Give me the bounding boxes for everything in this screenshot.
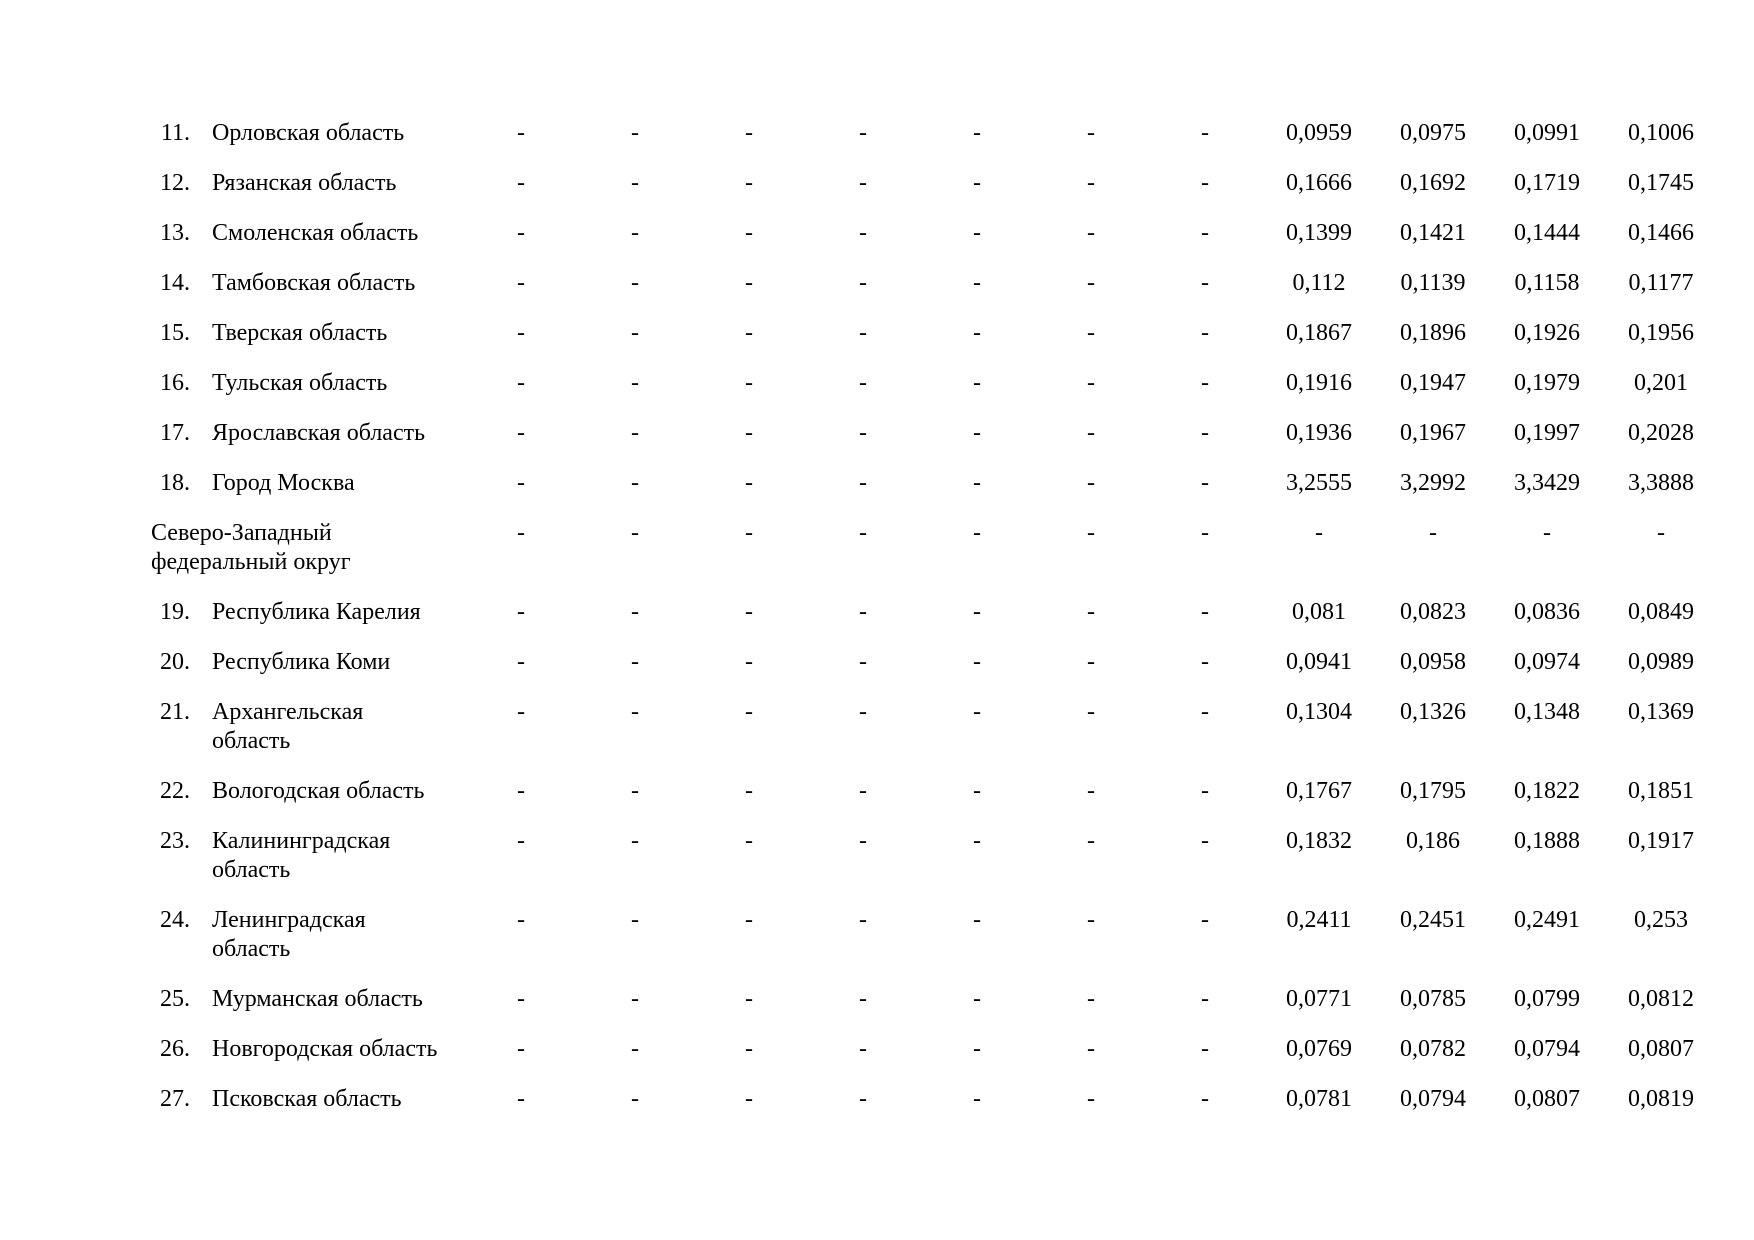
row-number: 19. — [160, 599, 190, 625]
value-cell: - — [1201, 699, 1209, 725]
value-cell: - — [631, 649, 639, 675]
table-row — [0, 419, 1754, 469]
row-number: 27. — [160, 1086, 190, 1112]
region-name: Тамбовская область — [212, 270, 416, 296]
value-cell: - — [1087, 420, 1095, 446]
row-number: 21. — [160, 699, 190, 725]
value-cell: - — [1201, 907, 1209, 933]
value-cell: 0,1421 — [1400, 220, 1466, 246]
value-cell: - — [1087, 778, 1095, 804]
value-cell: 0,0959 — [1286, 120, 1352, 146]
value-cell: - — [1201, 120, 1209, 146]
value-cell: - — [973, 170, 981, 196]
value-cell: - — [1201, 370, 1209, 396]
value-cell: 0,0794 — [1514, 1036, 1580, 1062]
value-cell: 0,1956 — [1628, 320, 1694, 346]
value-cell: - — [745, 220, 753, 246]
value-cell: - — [1315, 520, 1323, 546]
data-table — [0, 119, 1754, 1135]
row-number: 12. — [160, 170, 190, 196]
value-cell: 0,0849 — [1628, 599, 1694, 625]
value-cell: - — [517, 1086, 525, 1112]
value-cell: 0,081 — [1292, 599, 1346, 625]
value-cell: - — [745, 370, 753, 396]
value-cell: - — [631, 986, 639, 1012]
value-cell: 0,0989 — [1628, 649, 1694, 675]
value-cell: - — [745, 470, 753, 496]
value-cell: - — [859, 986, 867, 1012]
value-cell: - — [1087, 1036, 1095, 1062]
value-cell: - — [745, 699, 753, 725]
value-cell: - — [745, 828, 753, 854]
value-cell: - — [973, 270, 981, 296]
value-cell: - — [631, 828, 639, 854]
value-cell: - — [1429, 520, 1437, 546]
value-cell: - — [517, 907, 525, 933]
value-cell: - — [859, 170, 867, 196]
value-cell: 0,0812 — [1628, 986, 1694, 1012]
value-cell: - — [517, 828, 525, 854]
value-cell: 0,1466 — [1628, 220, 1694, 246]
row-number: 18. — [160, 470, 190, 496]
value-cell: - — [745, 649, 753, 675]
value-cell: 0,0794 — [1400, 1086, 1466, 1112]
table-row — [0, 269, 1754, 319]
value-cell: - — [745, 778, 753, 804]
value-cell: - — [745, 320, 753, 346]
value-cell: - — [1201, 470, 1209, 496]
row-number: 14. — [160, 270, 190, 296]
value-cell: - — [745, 420, 753, 446]
value-cell: 3,3429 — [1514, 470, 1580, 496]
value-cell: 0,1947 — [1400, 370, 1466, 396]
value-cell: 0,1832 — [1286, 828, 1352, 854]
value-cell: - — [1201, 420, 1209, 446]
value-cell: 0,1917 — [1628, 828, 1694, 854]
value-cell: - — [859, 120, 867, 146]
value-cell: - — [859, 1086, 867, 1112]
value-cell: - — [973, 470, 981, 496]
value-cell: - — [1201, 778, 1209, 804]
value-cell: - — [517, 470, 525, 496]
value-cell: - — [631, 907, 639, 933]
row-number: 25. — [160, 986, 190, 1012]
value-cell: - — [973, 649, 981, 675]
value-cell: 0,1348 — [1514, 699, 1580, 725]
value-cell: - — [1201, 986, 1209, 1012]
value-cell: 0,1867 — [1286, 320, 1352, 346]
table-row — [0, 119, 1754, 169]
value-cell: 0,0807 — [1628, 1036, 1694, 1062]
value-cell: 0,0958 — [1400, 649, 1466, 675]
value-cell: - — [859, 907, 867, 933]
value-cell: - — [1201, 599, 1209, 625]
row-number: 24. — [160, 907, 190, 933]
value-cell: 0,1692 — [1400, 170, 1466, 196]
value-cell: 0,1979 — [1514, 370, 1580, 396]
value-cell: 0,0836 — [1514, 599, 1580, 625]
value-cell: 0,1304 — [1286, 699, 1352, 725]
value-cell: 0,0819 — [1628, 1086, 1694, 1112]
value-cell: 0,1719 — [1514, 170, 1580, 196]
value-cell: 0,0771 — [1286, 986, 1352, 1012]
table-row — [0, 219, 1754, 269]
value-cell: 0,0991 — [1514, 120, 1580, 146]
table-row — [0, 598, 1754, 648]
value-cell: - — [745, 1036, 753, 1062]
value-cell: - — [859, 699, 867, 725]
value-cell: 0,201 — [1634, 370, 1688, 396]
value-cell: - — [1087, 599, 1095, 625]
value-cell: 0,1851 — [1628, 778, 1694, 804]
value-cell: 0,0799 — [1514, 986, 1580, 1012]
value-cell: - — [1087, 699, 1095, 725]
value-cell: - — [1087, 370, 1095, 396]
row-number: 15. — [160, 320, 190, 346]
value-cell: 0,1896 — [1400, 320, 1466, 346]
value-cell: - — [859, 599, 867, 625]
table-row — [0, 169, 1754, 219]
value-cell: 0,0807 — [1514, 1086, 1580, 1112]
region-name-line: область — [212, 728, 291, 754]
value-cell: - — [517, 170, 525, 196]
value-cell: - — [517, 420, 525, 446]
value-cell: - — [1087, 270, 1095, 296]
value-cell: - — [973, 699, 981, 725]
table-row — [0, 985, 1754, 1035]
value-cell: 0,1158 — [1514, 270, 1580, 296]
row-number: 17. — [160, 420, 190, 446]
value-cell: 0,0785 — [1400, 986, 1466, 1012]
value-cell: 0,0781 — [1286, 1086, 1352, 1112]
value-cell: 0,1822 — [1514, 778, 1580, 804]
table-row-district — [0, 519, 1754, 598]
value-cell: - — [859, 220, 867, 246]
value-cell: - — [631, 599, 639, 625]
value-cell: - — [973, 599, 981, 625]
value-cell: 3,3888 — [1628, 470, 1694, 496]
region-name-line: область — [212, 936, 291, 962]
table-row — [0, 648, 1754, 698]
table-row — [0, 906, 1754, 985]
value-cell: - — [973, 220, 981, 246]
row-number: 23. — [160, 828, 190, 854]
value-cell: - — [517, 220, 525, 246]
value-cell: - — [1087, 120, 1095, 146]
value-cell: - — [517, 986, 525, 1012]
value-cell: 0,186 — [1406, 828, 1460, 854]
value-cell: - — [517, 649, 525, 675]
value-cell: - — [745, 170, 753, 196]
value-cell: - — [973, 370, 981, 396]
value-cell: 0,2411 — [1286, 907, 1352, 933]
value-cell: - — [973, 907, 981, 933]
value-cell: - — [1201, 649, 1209, 675]
value-cell: - — [517, 778, 525, 804]
value-cell: - — [973, 828, 981, 854]
value-cell: - — [631, 420, 639, 446]
region-name-line: Ленинградская — [212, 907, 366, 933]
value-cell: 0,1666 — [1286, 170, 1352, 196]
value-cell: 0,0974 — [1514, 649, 1580, 675]
value-cell: - — [745, 270, 753, 296]
row-number: 13. — [160, 220, 190, 246]
table-row — [0, 827, 1754, 906]
value-cell: - — [859, 649, 867, 675]
value-cell: - — [973, 320, 981, 346]
row-number: 26. — [160, 1036, 190, 1062]
value-cell: 0,1997 — [1514, 420, 1580, 446]
value-cell: - — [631, 1036, 639, 1062]
value-cell: - — [859, 270, 867, 296]
value-cell: - — [859, 828, 867, 854]
value-cell: - — [859, 370, 867, 396]
value-cell: 0,1177 — [1628, 270, 1694, 296]
row-number: 20. — [160, 649, 190, 675]
value-cell: - — [973, 1086, 981, 1112]
region-name: Мурманская область — [212, 986, 423, 1012]
table-row — [0, 319, 1754, 369]
value-cell: - — [859, 420, 867, 446]
value-cell: - — [859, 778, 867, 804]
district-name — [151, 519, 491, 577]
value-cell: - — [1657, 520, 1665, 546]
region-name: Ярославская область — [212, 420, 426, 446]
value-cell: 0,112 — [1292, 270, 1346, 296]
value-cell: 0,1369 — [1628, 699, 1694, 725]
value-cell: 3,2992 — [1400, 470, 1466, 496]
region-name: Рязанская область — [212, 170, 397, 196]
region-name: Вологодская область — [212, 778, 425, 804]
region-name-line: область — [212, 857, 291, 883]
region-name: Тверская область — [212, 320, 388, 346]
value-cell: - — [1087, 1086, 1095, 1112]
value-cell: 0,0782 — [1400, 1036, 1466, 1062]
value-cell: - — [631, 270, 639, 296]
value-cell: - — [517, 699, 525, 725]
district-name-line: Северо-Западный — [151, 520, 332, 546]
region-name — [212, 906, 472, 964]
value-cell: - — [631, 170, 639, 196]
value-cell: 0,1967 — [1400, 420, 1466, 446]
table-row — [0, 777, 1754, 827]
value-cell: - — [1201, 1086, 1209, 1112]
value-cell: - — [517, 320, 525, 346]
table-row — [0, 469, 1754, 519]
value-cell: - — [517, 120, 525, 146]
value-cell: - — [745, 907, 753, 933]
value-cell: - — [631, 220, 639, 246]
value-cell: - — [517, 370, 525, 396]
region-name — [212, 827, 472, 885]
value-cell: - — [1087, 320, 1095, 346]
value-cell: 0,2491 — [1514, 907, 1580, 933]
region-name — [212, 698, 472, 756]
value-cell: - — [1201, 320, 1209, 346]
value-cell: - — [859, 520, 867, 546]
value-cell: - — [859, 320, 867, 346]
value-cell: 0,1795 — [1400, 778, 1466, 804]
value-cell: - — [1201, 270, 1209, 296]
region-name: Новгородская область — [212, 1036, 438, 1062]
row-number: 16. — [160, 370, 190, 396]
value-cell: - — [745, 599, 753, 625]
table-row — [0, 1085, 1754, 1135]
value-cell: - — [1087, 828, 1095, 854]
value-cell: - — [1201, 170, 1209, 196]
value-cell: - — [973, 520, 981, 546]
value-cell: 0,1926 — [1514, 320, 1580, 346]
value-cell: - — [745, 120, 753, 146]
region-name: Псковская область — [212, 1086, 402, 1112]
district-name-line: федеральный округ — [151, 549, 351, 575]
value-cell: - — [517, 270, 525, 296]
value-cell: - — [631, 370, 639, 396]
value-cell: - — [1201, 520, 1209, 546]
value-cell: - — [631, 120, 639, 146]
value-cell: 0,1767 — [1286, 778, 1352, 804]
value-cell: 0,253 — [1634, 907, 1688, 933]
value-cell: - — [745, 986, 753, 1012]
region-name: Город Москва — [212, 470, 355, 496]
value-cell: 0,1888 — [1514, 828, 1580, 854]
region-name: Смоленская область — [212, 220, 419, 246]
value-cell: - — [1201, 828, 1209, 854]
value-cell: - — [1087, 907, 1095, 933]
value-cell: 0,1399 — [1286, 220, 1352, 246]
value-cell: 0,1006 — [1628, 120, 1694, 146]
value-cell: - — [631, 520, 639, 546]
value-cell: - — [1543, 520, 1551, 546]
value-cell: - — [517, 520, 525, 546]
value-cell: 0,0769 — [1286, 1036, 1352, 1062]
value-cell: - — [973, 778, 981, 804]
value-cell: - — [517, 1036, 525, 1062]
value-cell: - — [859, 1036, 867, 1062]
value-cell: - — [973, 420, 981, 446]
row-number: 22. — [160, 778, 190, 804]
value-cell: 0,1139 — [1400, 270, 1466, 296]
value-cell: - — [973, 1036, 981, 1062]
value-cell: - — [1087, 649, 1095, 675]
value-cell: - — [517, 599, 525, 625]
value-cell: - — [631, 699, 639, 725]
value-cell: - — [973, 986, 981, 1012]
value-cell: 0,1745 — [1628, 170, 1694, 196]
row-number: 11. — [160, 120, 190, 146]
value-cell: 0,2451 — [1400, 907, 1466, 933]
value-cell: 0,0975 — [1400, 120, 1466, 146]
region-name: Республика Коми — [212, 649, 391, 675]
table-row — [0, 698, 1754, 777]
table-row — [0, 369, 1754, 419]
value-cell: - — [631, 1086, 639, 1112]
value-cell: - — [1087, 986, 1095, 1012]
value-cell: - — [1087, 170, 1095, 196]
region-name: Республика Карелия — [212, 599, 421, 625]
value-cell: - — [745, 1086, 753, 1112]
value-cell: - — [973, 120, 981, 146]
value-cell: - — [1201, 1036, 1209, 1062]
value-cell: - — [859, 470, 867, 496]
table-row — [0, 1035, 1754, 1085]
value-cell: 0,0823 — [1400, 599, 1466, 625]
value-cell: 3,2555 — [1286, 470, 1352, 496]
value-cell: - — [1201, 220, 1209, 246]
value-cell: 0,0941 — [1286, 649, 1352, 675]
region-name-line: Калининградская — [212, 828, 391, 854]
region-name: Орловская область — [212, 120, 405, 146]
value-cell: 0,1936 — [1286, 420, 1352, 446]
value-cell: 0,1326 — [1400, 699, 1466, 725]
value-cell: - — [631, 778, 639, 804]
value-cell: 0,2028 — [1628, 420, 1694, 446]
value-cell: - — [1087, 220, 1095, 246]
value-cell: - — [1087, 470, 1095, 496]
region-name: Тульская область — [212, 370, 388, 396]
value-cell: - — [631, 320, 639, 346]
value-cell: - — [745, 520, 753, 546]
value-cell: 0,1444 — [1514, 220, 1580, 246]
value-cell: - — [1087, 520, 1095, 546]
region-name-line: Архангельская — [212, 699, 364, 725]
value-cell: 0,1916 — [1286, 370, 1352, 396]
value-cell: - — [631, 470, 639, 496]
